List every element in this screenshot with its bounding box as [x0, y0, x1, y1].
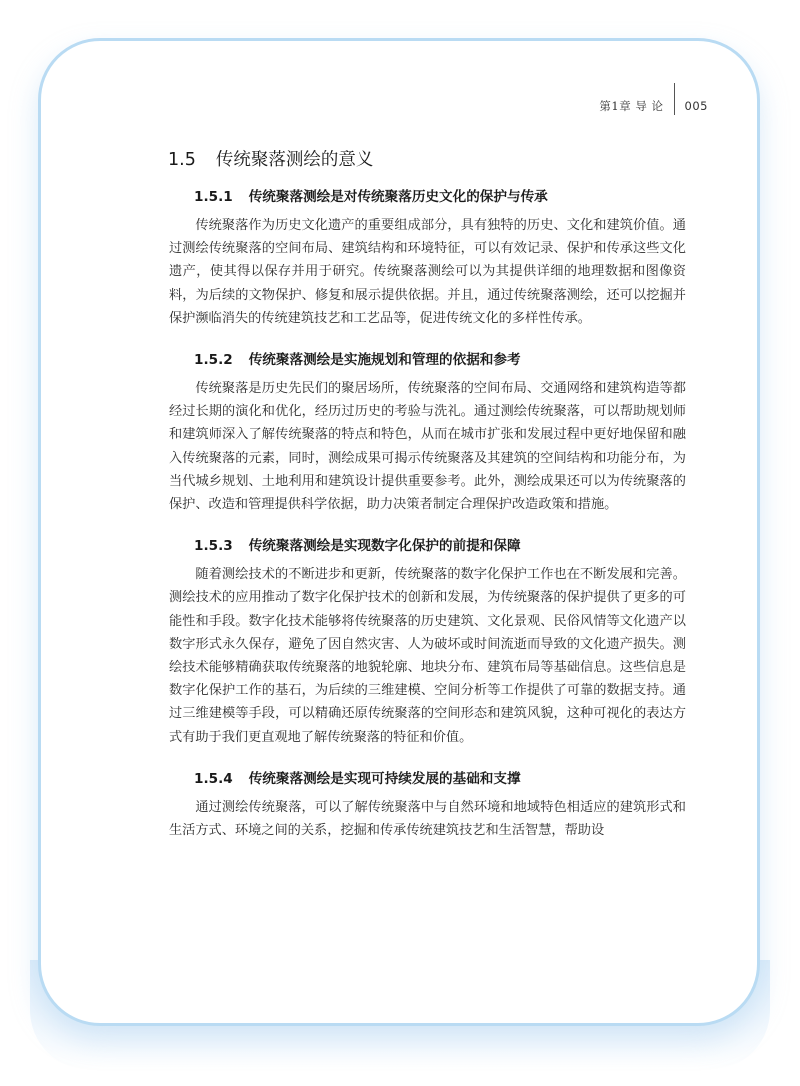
- subsection-title: 传统聚落测绘是实现数字化保护的前提和保障: [248, 538, 521, 555]
- paragraph: 传统聚落作为历史文化遗产的重要组成部分，具有独特的历史、文化和建筑价值。通过测绘传统聚落的空间布局、建筑结构和环境特征，可以有效记录、保护和传承这些文化遗产，使其得以保存并用于研究。传统聚落测绘可以为其提供详细的地理数据和图像资料，为后续的文物保护、修复和展示提供依据。并且，通过传统聚落测绘，还可以挖掘并保护濒临消失的传统建筑技艺和工艺品等，促进传统文化的多样性传承。: [169, 218, 686, 326]
- book-page: [38, 38, 760, 1026]
- subsection-heading: [194, 185, 711, 209]
- page-content: [169, 145, 686, 842]
- subsection-heading: [194, 534, 711, 558]
- subsection-number: 1.5.1: [194, 189, 233, 205]
- subsection-title: 传统聚落测绘是对传统聚落历史文化的保护与传承: [248, 189, 548, 205]
- header-divider: [674, 83, 675, 115]
- section-title: 传统聚落测绘的意义: [215, 150, 374, 170]
- subsection-number: 1.5.2: [194, 352, 233, 369]
- section-heading: [168, 145, 685, 175]
- subsection-heading: [194, 767, 711, 791]
- subsection-title: 传统聚落测绘是实施规划和管理的依据和参考: [248, 352, 521, 369]
- chapter-label: 第1章 导 论: [599, 99, 664, 113]
- subsection-heading: [194, 348, 711, 372]
- paragraph: 随着测绘技术的不断进步和更新，传统聚落的数字化保护工作也在不断发展和完善。测绘技术的应用推动了数字化保护技术的创新和发展，为传统聚落的保护提供了更多的可能性和手段。数字化技术能够将传统聚落的历史建筑、文化景观、民俗风情等文化遗产以数字形式永久保存，避免了因自然灾害、人为破坏或时间流逝而导致的文化遗产损失。测绘技术能够精确获取传统聚落的地貌轮廓、地块分布、建筑布局等基础信息。这些信息是数字化保护工作的基石，为后续的三维建模、空间分析等工作提供了可靠的数据支持。通过三维建模等手段，可以精确还原传统聚落的空间形态和建筑风貌，这种可视化的表达方式有助于我们更直观地了解传统聚落的特征和价值。: [169, 567, 686, 745]
- subsection-title: 传统聚落测绘是实现可持续发展的基础和支撑: [248, 770, 521, 787]
- paragraph: 通过测绘传统聚落，可以了解传统聚落中与自然环境和地域特色相适应的建筑形式和生活方式、环境之间的关系，挖掘和传承传统建筑技艺和生活智慧，帮助设: [169, 799, 686, 839]
- paragraph: 传统聚落是历史先民们的聚居场所，传统聚落的空间布局、交通网络和建筑构造等都经过长期的演化和优化，经历过历史的考验与洗礼。通过测绘传统聚落，可以帮助规划师和建筑师深入了解传统聚落的特点和特色，从而在城市扩张和发展过程中更好地保留和融入传统聚落的元素，同时，测绘成果可揭示传统聚落及其建筑的空间结构和功能分布，为当代城乡规划、土地利用和建筑设计提供重要参考。此外，测绘成果还可以为传统聚落的保护、改造和管理提供科学依据，助力决策者制定合理保护改造政策和措施。: [169, 381, 686, 513]
- section-number: 1.5: [168, 150, 196, 170]
- running-head: [599, 97, 708, 115]
- subsection-number: 1.5.3: [194, 538, 233, 555]
- subsection-number: 1.5.4: [194, 770, 233, 787]
- page-number: 005: [684, 99, 708, 113]
